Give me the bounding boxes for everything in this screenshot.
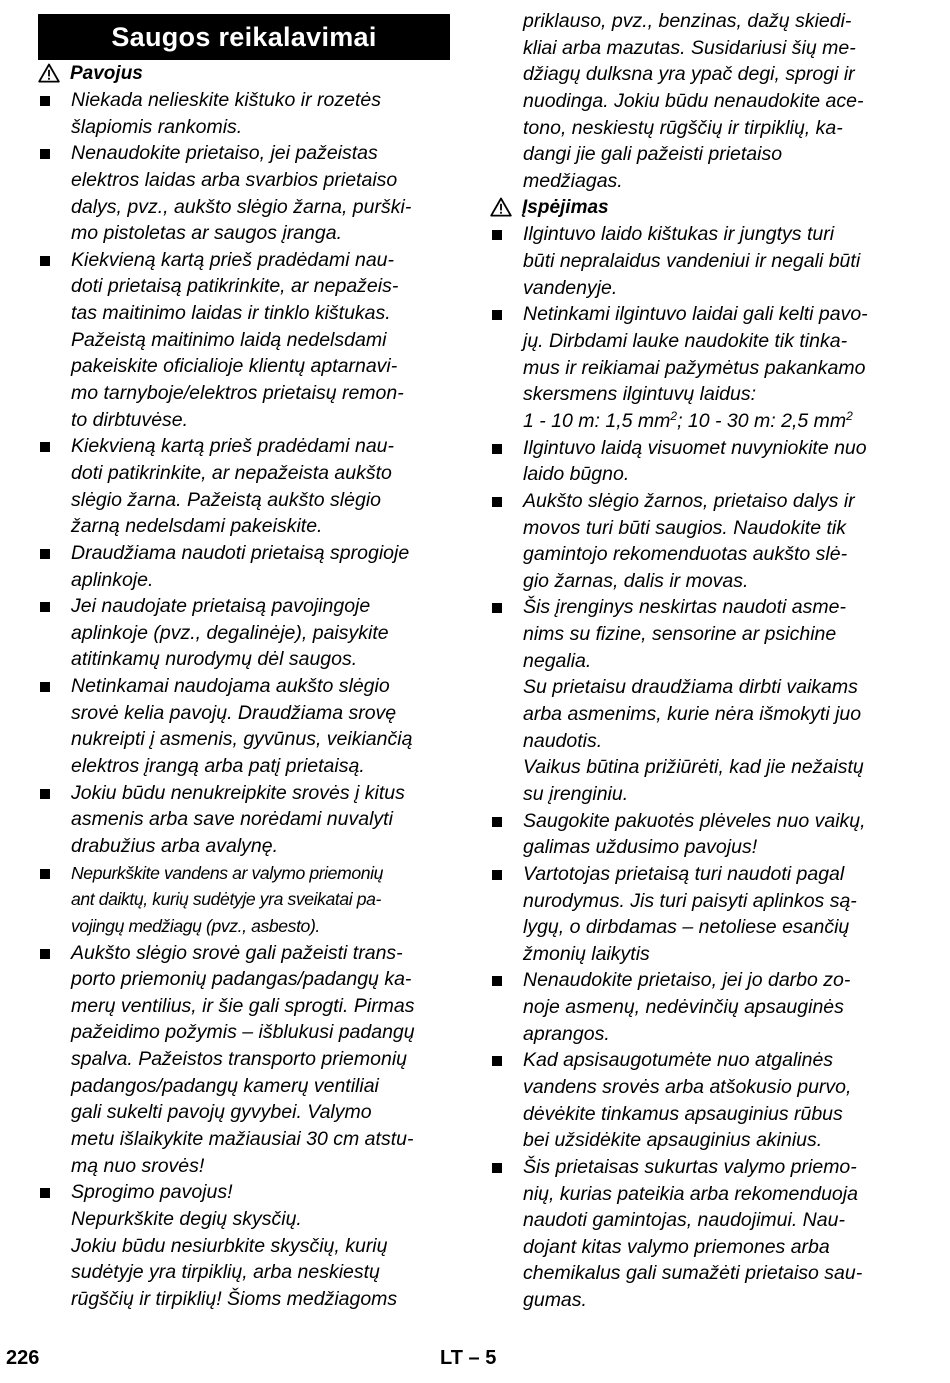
text-line: vandens srovės arba atšokusio purvo, <box>523 1075 852 1098</box>
text-line: Niekada nelieskite kištuko ir rozetės <box>71 89 381 111</box>
text-line: negalia. <box>523 649 592 672</box>
list-item <box>490 967 915 1047</box>
square-bullet-icon <box>40 442 50 452</box>
square-bullet-icon <box>492 310 502 320</box>
text-line: asmenis arba save norėdami nuvalyti <box>71 808 393 831</box>
list-item <box>38 540 450 593</box>
section-page: – 5 <box>468 1347 497 1369</box>
square-bullet-icon <box>492 870 502 880</box>
square-bullet-icon <box>40 549 50 559</box>
text-line: movos turi būti saugios. Naudokite tik <box>523 516 846 539</box>
text-line: arba asmenims, kurie nėra išmokyti juo <box>523 703 862 726</box>
square-bullet-icon <box>40 96 50 106</box>
text-line: Aukšto slėgio srovė gali pažeisti trans- <box>71 941 403 964</box>
text-line: Netinkami ilgintuvo laidai gali kelti pavo- <box>523 303 868 326</box>
page-title <box>38 14 450 60</box>
text-line: medžiagas. <box>523 169 623 192</box>
list-item <box>38 593 450 673</box>
text-line: rūgščių ir tirpiklių! Šioms medžiagoms <box>71 1287 398 1310</box>
warning-heading <box>490 194 915 221</box>
square-bullet-icon <box>492 1163 502 1173</box>
square-bullet-icon <box>492 1056 502 1066</box>
text-line: žarną nedelsdami pakeiskite. <box>71 515 323 538</box>
text-line: Aukšto slėgio žarnos, prietaiso dalys ir <box>523 489 855 512</box>
text-line: Saugokite pakuotės plėveles nuo vaikų, <box>523 809 866 832</box>
text-line: Kiekvieną kartą prieš pradėdami nau- <box>71 435 395 458</box>
text-line: nims su fizine, sensorine ar psichine <box>523 623 837 646</box>
text-line: vojingų medžiagų (pvz., asbesto). <box>71 915 320 936</box>
text-line: lygų, o dirbdamas – netoliese esančių <box>523 916 850 939</box>
cable-spec-sup-2: 2 <box>846 408 853 423</box>
right-column <box>490 8 915 1314</box>
text-line: džiagų dulksna yra ypač degi, sprogi ir <box>523 63 855 86</box>
text-line: to dirbtuvėse. <box>71 408 189 431</box>
text-line: elektros laidas arba svarbios prietaiso <box>71 168 398 191</box>
list-item <box>490 221 915 301</box>
text-line: mo tarnyboje/elektros prietaisų remon- <box>71 382 404 405</box>
text-line: doti patikrinkite, ar nepažeista aukšto <box>71 461 392 484</box>
text-line: tas maitinimo laidas ir tinklo kištukas. <box>71 302 391 325</box>
page-title-text: Saugos reikalavimai <box>111 21 377 52</box>
text-line: mus ir reikiamai pažymėtus pakankamo <box>523 356 866 379</box>
text-line: Nepurkškite vandens ar valymo priemonių <box>71 862 383 883</box>
text-line: atitinkamų nurodymų dėl saugos. <box>71 648 358 671</box>
section-code: LT <box>440 1347 463 1369</box>
square-bullet-icon <box>40 869 50 879</box>
text-line: Kad apsisaugotumėte nuo atgalinės <box>523 1049 834 1072</box>
list-item <box>490 301 915 434</box>
text-line: šlapiomis rankomis. <box>71 115 243 138</box>
text-line: gumas. <box>523 1289 587 1312</box>
list-item <box>38 860 450 940</box>
text-line: būti nepralaidus vandeniui ir negali būti <box>523 250 861 273</box>
square-bullet-icon <box>492 976 502 986</box>
warning-triangle-icon <box>38 63 60 83</box>
text-line: spalva. Pažeistos transporto priemonių <box>71 1048 408 1071</box>
list-item <box>490 861 915 968</box>
warning-list <box>490 221 915 1313</box>
continuation-text <box>490 8 915 194</box>
list-item <box>38 940 450 1180</box>
text-line: drabužius arba avalynę. <box>71 834 279 857</box>
cable-spec-sup-1: 2 <box>670 408 678 423</box>
text-line: naudotis. <box>523 729 603 752</box>
text-line: su įrenginiu. <box>523 782 629 805</box>
text-line: slėgio žarna. Pažeistą aukšto slėgio <box>71 488 382 511</box>
text-line: laido būgno. <box>523 463 630 486</box>
warning-triangle-icon <box>490 197 512 217</box>
text-line: nių, kurias pateikia arba rekomenduoja <box>523 1182 858 1205</box>
list-item <box>38 673 450 780</box>
square-bullet-icon <box>492 230 502 240</box>
text-line: nurodymus. Jis turi paisyti aplinkos są- <box>523 889 857 912</box>
square-bullet-icon <box>40 682 50 692</box>
text-line: pažeidimo požymis – išblukusi padangų <box>71 1021 415 1044</box>
text-line: priklauso, pvz., benzinas, dažų skiedi- <box>523 10 852 32</box>
cable-spec-separator: ; <box>677 409 688 432</box>
section-page-label <box>440 1343 496 1373</box>
text-line: noje asmenų, nedėvinčių apsauginės <box>523 996 844 1019</box>
text-line: srovė kelia pavojų. Draudžiama srovę <box>71 701 397 724</box>
text-line: nuodinga. Jokiu būdu nenaudokite ace- <box>523 89 864 112</box>
text-line: padangos/padangų kamerų ventiliai <box>71 1074 379 1097</box>
text-line: dėvėkite tinkamus apsauginius rūbus <box>523 1102 843 1125</box>
text-line: aplinkoje (pvz., degalinėje), paisykite <box>71 621 389 644</box>
text-line: Netinkamai naudojama aukšto slėgio <box>71 675 390 698</box>
text-line: žmonių laikytis <box>523 942 650 965</box>
list-item <box>38 247 450 433</box>
list-item <box>38 1179 450 1312</box>
square-bullet-icon <box>40 949 50 959</box>
text-line: Nenaudokite prietaiso, jei pažeistas <box>71 142 378 165</box>
text-line: Sprogimo pavojus! <box>71 1181 233 1204</box>
square-bullet-icon <box>492 497 502 507</box>
text-line: Pažeistą maitinimo laidą nedelsdami <box>71 328 387 351</box>
text-line: Jokiu būdu nenukreipkite srovės į kitus <box>71 781 405 804</box>
warning-heading-text: Įspėjimas <box>522 197 609 219</box>
text-line: merų ventilius, ir šie gali sprogti. Pirmas <box>71 994 415 1017</box>
text-line: skersmens ilgintuvų laidus: <box>523 383 757 406</box>
list-item <box>38 780 450 860</box>
square-bullet-icon <box>40 1188 50 1198</box>
list-item <box>38 433 450 540</box>
list-item <box>490 594 915 807</box>
list-item <box>490 808 915 861</box>
text-line: chemikalus gali sumažėti prietaiso sau- <box>523 1262 863 1285</box>
text-line: Ilgintuvo laido kištukas ir jungtys turi <box>523 223 835 246</box>
text-line: aprangos. <box>523 1022 610 1045</box>
page-number: 226 <box>6 1347 40 1369</box>
cable-spec-range-1: 1 - 10 m: 1,5 mm <box>523 409 671 432</box>
square-bullet-icon <box>492 817 502 827</box>
text-line: Kiekvieną kartą prieš pradėdami nau- <box>71 248 395 271</box>
square-bullet-icon <box>492 603 502 613</box>
text-line: gamintojo rekomenduotas aukšto slė- <box>523 543 848 566</box>
text-line: bei užsidėkite apsauginius akinius. <box>523 1129 823 1152</box>
text-line: Nenaudokite prietaiso, jei jo darbo zo- <box>523 969 851 992</box>
square-bullet-icon <box>40 149 50 159</box>
text-line: aplinkoje. <box>71 568 154 591</box>
square-bullet-icon <box>492 444 502 454</box>
text-line: pakeiskite oficialioje klientų aptarnavi- <box>71 355 398 378</box>
text-line: gio žarnas, dalis ir movas. <box>523 569 749 592</box>
text-line: mo pistoletas ar saugos įranga. <box>71 222 342 245</box>
square-bullet-icon <box>40 602 50 612</box>
text-line: jų. Dirbdami lauke naudokite tik tinka- <box>523 330 848 353</box>
text-line: Jei naudojate prietaisą pavojingoje <box>71 595 371 618</box>
text-line: galimas uždusimo pavojus! <box>523 836 758 859</box>
text-line: nukreipti į asmenis, gyvūnus, veikiančią <box>71 728 413 751</box>
text-line: Jokiu būdu nesiurbkite skysčių, kurių <box>71 1234 388 1257</box>
text-line: mą nuo srovės! <box>71 1154 205 1177</box>
text-line: Draudžiama naudoti prietaisą sprogioje <box>71 541 410 564</box>
list-item <box>38 87 450 140</box>
danger-heading <box>38 60 450 87</box>
left-column <box>38 0 450 1312</box>
list-item <box>490 488 915 595</box>
cable-spec-range-2: 10 - 30 m: 2,5 mm <box>687 409 847 432</box>
text-line: metu išlaikykite mažiausiai 30 cm atstu- <box>71 1127 414 1150</box>
text-line: sudėtyje yra tirpiklių, arba neskiestų <box>71 1261 380 1284</box>
list-item <box>490 1154 915 1314</box>
text-line: porto priemonių padangas/padangų ka- <box>71 968 412 991</box>
text-line: kliai arba mazutas. Susidariusi šių me- <box>523 36 856 59</box>
list-item <box>490 435 915 488</box>
square-bullet-icon <box>40 789 50 799</box>
text-line: elektros įrangą arba patį prietaisą. <box>71 755 365 778</box>
text-line: ant daiktų, kurių sudėtyje yra sveikatai pa- <box>71 889 382 910</box>
square-bullet-icon <box>40 256 50 266</box>
danger-list <box>38 87 450 1312</box>
text-line: doti prietaisą patikrinkite, ar nepažeis- <box>71 275 399 298</box>
text-line: gali sukelti pavojų gyvybei. Valymo <box>71 1101 372 1124</box>
text-line: Vaikus būtina prižiūrėti, kad jie nežaistų <box>523 756 864 779</box>
text-line: Šis prietaisas sukurtas valymo priemo- <box>523 1155 857 1178</box>
text-line: Ilgintuvo laidą visuomet nuvyniokite nuo <box>523 436 867 459</box>
list-item <box>490 1047 915 1154</box>
text-line: tono, neskiestų rūgščių ir tirpiklių, ka- <box>523 116 843 139</box>
text-line: Nepurkškite degių skysčių. <box>71 1207 302 1230</box>
text-line: Šis įrenginys neskirtas naudoti asme- <box>523 596 846 619</box>
text-line: vandenyje. <box>523 276 618 299</box>
text-line: dangi jie gali pažeisti prietaiso <box>523 143 783 166</box>
text-line: Vartotojas prietaisą turi naudoti pagal <box>523 862 845 885</box>
text-line: Su prietaisu draudžiama dirbti vaikams <box>523 676 858 699</box>
text-line: dalys, pvz., aukšto slėgio žarna, purški- <box>71 195 412 218</box>
text-line: naudoti gamintojas, naudojimui. Nau- <box>523 1209 845 1232</box>
list-item <box>38 140 450 247</box>
danger-heading-text: Pavojus <box>70 63 143 84</box>
cable-spec-line <box>523 408 915 435</box>
text-line: dojant kitas valymo priemones arba <box>523 1235 830 1258</box>
